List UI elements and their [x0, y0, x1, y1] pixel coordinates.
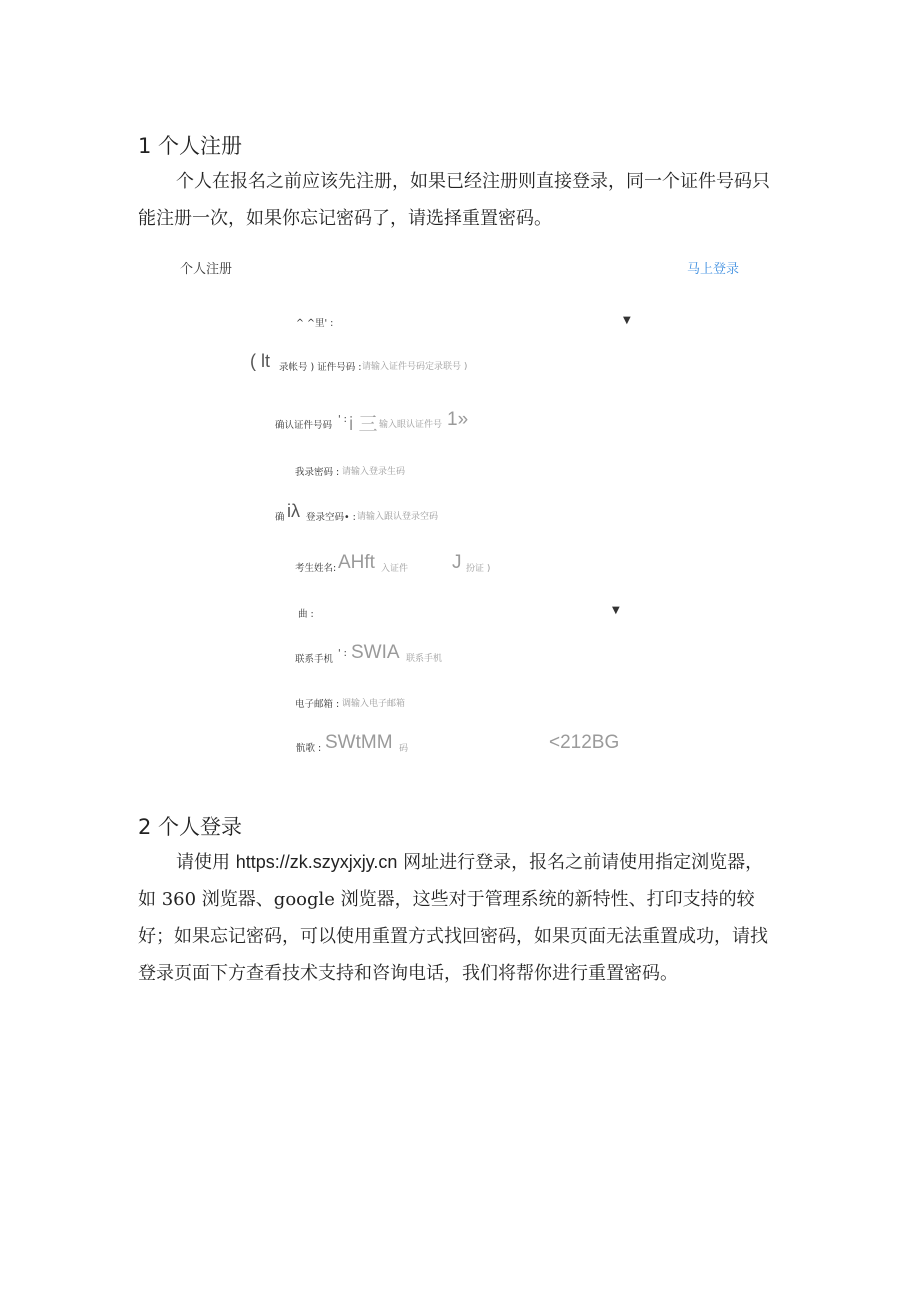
cert-number-input[interactable]: 请输入证件号码定录联号 ): [362, 362, 468, 372]
gender-dropdown-icon[interactable]: ▼: [612, 605, 620, 616]
password-input[interactable]: 请输入登录生码: [342, 467, 406, 477]
captcha-code[interactable]: <212BG: [549, 732, 620, 753]
confirm-cert-input[interactable]: 输入眼认证件号: [379, 420, 443, 430]
section2-body-after: 网址进行登录，报名之前请使用指定浏览器，如 360 浏览器、google 浏览器，这些对于管理系统的新特性、打印支持的较好；如果忘记密码，可以使用重置方式找回密码，如果页面无法重置成功，请找登录页面下方查看技术支持和咨询电话，我们将帮你进行重置密码。: [138, 852, 768, 984]
gender-label: 曲 :: [298, 609, 314, 620]
name-big: AHft: [338, 552, 375, 573]
email-label: 电子邮箱 :: [295, 699, 340, 710]
login-link[interactable]: 马上登录: [687, 262, 740, 277]
section1-body: 个人在报名之前应该先注册，如果已经注册则直接登录，同一个证件号码只能注册一次，如果你忘记密码了，请选择重置密码。: [138, 171, 770, 229]
section2-body-before: 请使用: [176, 852, 236, 873]
captcha-input[interactable]: 码: [399, 744, 409, 754]
confirm-cert-sep: ' :: [338, 414, 347, 425]
password-label: 我录密码 :: [295, 467, 340, 478]
phone-sep: ' :: [338, 648, 347, 659]
section1-heading: 1 个人注册: [138, 134, 243, 158]
confirm-password-input[interactable]: 请输入跟认登录空码: [357, 512, 439, 522]
section2-body: [138, 844, 778, 992]
cert-number-prefix: ( lt: [250, 351, 270, 371]
cert-type-label: ^ ^里' :: [296, 318, 334, 329]
confirm-cert-label: 确认证件号码: [275, 420, 333, 431]
confirm-password-label: 登录空码• :: [306, 512, 356, 523]
name-big-2: J: [452, 552, 462, 573]
phone-label: 联系手机: [295, 654, 334, 665]
name-label: 考生姓名:: [295, 563, 337, 574]
section2-heading: 2 个人登录: [138, 815, 243, 839]
phone-input[interactable]: 联系手机: [406, 654, 443, 664]
phone-big: SWIA: [351, 642, 400, 663]
cert-type-dropdown-icon[interactable]: ▼: [623, 315, 631, 326]
cert-number-label: 录帐号 ) 证件号码 :: [279, 362, 362, 373]
email-input[interactable]: 调输入电子邮箱: [342, 699, 406, 709]
confirm-password-big: iλ: [287, 501, 300, 521]
name-placeholder-2: 扮证 ): [466, 564, 491, 574]
confirm-cert-suffix: 1»: [447, 409, 469, 430]
form-title: 个人注册: [180, 262, 233, 277]
confirm-cert-big: i 三: [349, 414, 378, 435]
captcha-label: 骯歌 :: [296, 743, 322, 754]
confirm-password-prefix: 确: [275, 512, 285, 523]
name-input[interactable]: 入证件: [381, 564, 409, 574]
section2-url-link[interactable]: https://zk.szyxjxjy.cn: [235, 852, 398, 872]
captcha-big: SWtMM: [325, 732, 393, 753]
